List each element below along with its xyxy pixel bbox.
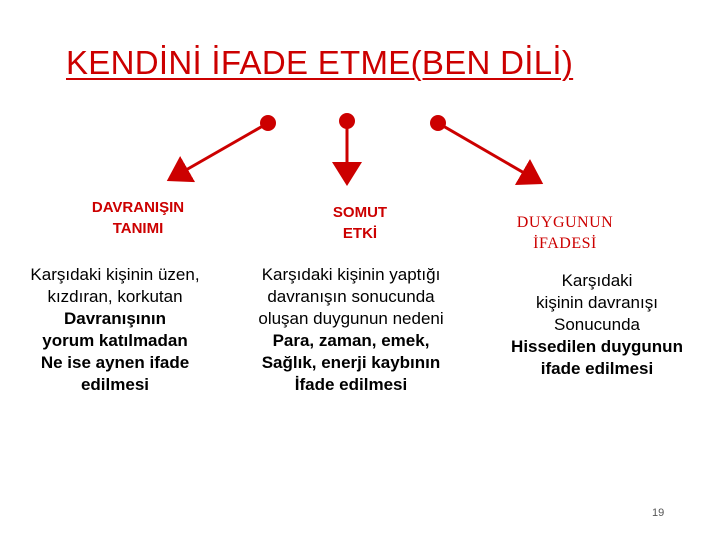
column-3-line: kişinin davranışı bbox=[536, 293, 658, 312]
column-1-line: Karşıdaki kişinin üzen, bbox=[30, 265, 200, 284]
right-arrow-origin-dot bbox=[430, 115, 446, 131]
column-1-line: Ne ise aynen ifade bbox=[40, 353, 190, 372]
column-2-text bbox=[236, 264, 466, 396]
column-3-line: Hissedilen duygunun bbox=[511, 337, 683, 356]
column-2-line: oluşan duygunun nedeni bbox=[258, 309, 444, 328]
column-1-line: Davranışının bbox=[63, 309, 167, 328]
column-1-line: edilmesi bbox=[80, 375, 150, 394]
column-2-line: Para, zaman, emek, bbox=[272, 331, 430, 350]
left-arrow-origin-dot bbox=[260, 115, 276, 131]
column-1-line: yorum katılmadan bbox=[42, 331, 188, 350]
column-2-line: davranışın sonucunda bbox=[267, 287, 435, 306]
left-arrow bbox=[172, 123, 268, 178]
page-number: 19 bbox=[652, 507, 665, 519]
slide-title: KENDİNİ İFADE ETME(BEN DİLİ) bbox=[66, 44, 574, 81]
center-arrow-origin-dot bbox=[339, 113, 355, 129]
column-1-text bbox=[0, 264, 230, 396]
column-3-text bbox=[482, 270, 712, 380]
right-arrow bbox=[438, 123, 538, 181]
column-3-line: Karşıdaki bbox=[561, 271, 633, 290]
header-davranisin-tanimi: DAVRANIŞIN TANIMI bbox=[91, 199, 185, 237]
header-duygunun-ifadesi: DUYGUNUN İFADESİ bbox=[516, 214, 614, 252]
column-3-line: Sonucunda bbox=[553, 315, 641, 334]
column-3-line: ifade edilmesi bbox=[540, 359, 654, 378]
column-2-line: Sağlık, enerji kaybının bbox=[261, 353, 441, 372]
column-2-line: Karşıdaki kişinin yaptığı bbox=[261, 265, 441, 284]
column-1-line: kızdıran, korkutan bbox=[47, 287, 183, 306]
header-somut-etki: SOMUT ETKİ bbox=[332, 204, 388, 242]
column-2-line: İfade edilmesi bbox=[294, 375, 408, 394]
